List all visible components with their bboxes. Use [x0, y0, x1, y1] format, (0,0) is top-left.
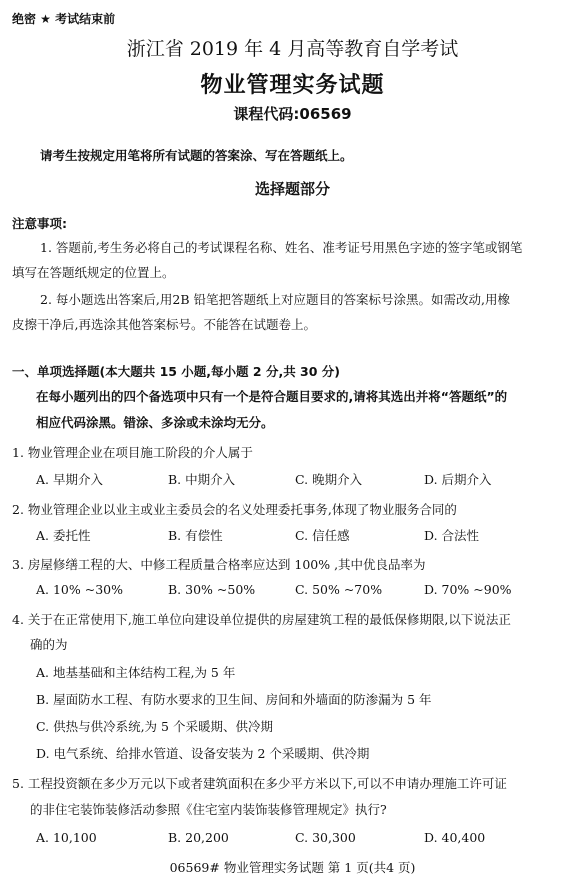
confidential-label: 绝密 ★ 考试结束前	[12, 12, 116, 26]
question-4-option-d: D. 电气系统、给排水管道、设备安装为 2 个采暖期、供冷期	[36, 746, 370, 761]
question-5-option-a: A. 10,100	[36, 830, 97, 845]
question-5-option-d: D. 40,400	[424, 830, 486, 845]
question-2-stem: 2. 物业管理企业以业主或业主委员会的名义处理委托事务,体现了物业服务合同的	[12, 502, 457, 517]
question-3-option-c: C. 50% ~70%	[295, 582, 383, 597]
question-1-option-b: B. 中期介入	[168, 472, 236, 487]
question-4-option-a: A. 地基基础和主体结构工程,为 5 年	[36, 665, 236, 680]
question-3-option-d: D. 70% ~90%	[424, 582, 512, 597]
question-4-stem-line2: 确的为	[30, 637, 68, 652]
question-5-option-b: B. 20,200	[168, 830, 229, 845]
notes-heading: 注意事项:	[12, 216, 67, 231]
course-code: 课程代码:06569	[233, 105, 352, 123]
question-2-option-d: D. 合法性	[424, 528, 480, 543]
question-3-stem: 3. 房屋修缮工程的大、中修工程质量合格率应达到 100% ,其中优良品率为	[12, 557, 426, 572]
answer-instruction: 请考生按规定用笔将所有试题的答案涂、写在答题纸上。	[40, 148, 353, 163]
question-5-stem-line2: 的非住宅装饰装修活动参照《住宅室内装饰装修管理规定》执行?	[30, 802, 387, 817]
page-footer: 06569# 物业管理实务试题 第 1 页(共4 页)	[169, 860, 416, 875]
question-1-option-a: A. 早期介入	[36, 472, 103, 487]
subject-title: 物业管理实务试题	[200, 73, 385, 98]
question-1-option-c: C. 晚期介入	[295, 472, 363, 487]
notes-item2-line1: 2. 每小题选出答案后,用2B 铅笔把答题纸上对应题目的答案标号涂黑。如需改动,用橡	[40, 292, 510, 307]
part1-desc-line1: 在每小题列出的四个备选项中只有一个是符合题目要求的,请将其选出并将“答题纸”的	[36, 389, 508, 404]
notes-item2-line2: 皮擦干净后,再选涂其他答案标号。不能答在试题卷上。	[12, 317, 316, 332]
question-5-option-c: C. 30,300	[295, 830, 356, 845]
question-3-option-b: B. 30% ~50%	[168, 582, 256, 597]
question-1-option-d: D. 后期介入	[424, 472, 492, 487]
section-title: 选择题部分	[254, 180, 330, 198]
part1-desc-line2: 相应代码涂黑。错涂、多涂或未涂均无分。	[36, 415, 274, 430]
notes-item1-line1: 1. 答题前,考生务必将自己的考试课程名称、姓名、准考证号用黑色字迹的签字笔或钢笔	[40, 240, 523, 255]
question-1-stem: 1. 物业管理企业在项目施工阶段的介人属于	[12, 445, 253, 460]
question-4-option-b: B. 屋面防水工程、有防水要求的卫生间、房间和外墙面的防渗漏为 5 年	[36, 692, 432, 707]
question-2-option-c: C. 信任感	[295, 528, 350, 543]
question-5-stem-line1: 5. 工程投资额在多少万元以下或者建筑面积在多少平方米以下,可以不申请办理施工许可证	[12, 776, 507, 791]
notes-item1-line2: 填写在答题纸规定的位置上。	[12, 265, 175, 280]
part1-heading: 一、单项选择题(本大题共 15 小题,每小题 2 分,共 30 分)	[12, 364, 341, 379]
question-4-stem-line1: 4. 关于在正常使用下,施工单位向建设单位提供的房屋建筑工程的最低保修期限,以下说法正	[12, 612, 511, 627]
question-3-option-a: A. 10% ~30%	[36, 582, 123, 597]
question-2-option-b: B. 有偿性	[168, 528, 223, 543]
question-2-option-a: A. 委托性	[36, 528, 91, 543]
exam-title: 浙江省 2019 年 4 月高等教育自学考试	[126, 38, 459, 60]
question-4-option-c: C. 供热与供冷系统,为 5 个采暖期、供冷期	[36, 719, 273, 734]
